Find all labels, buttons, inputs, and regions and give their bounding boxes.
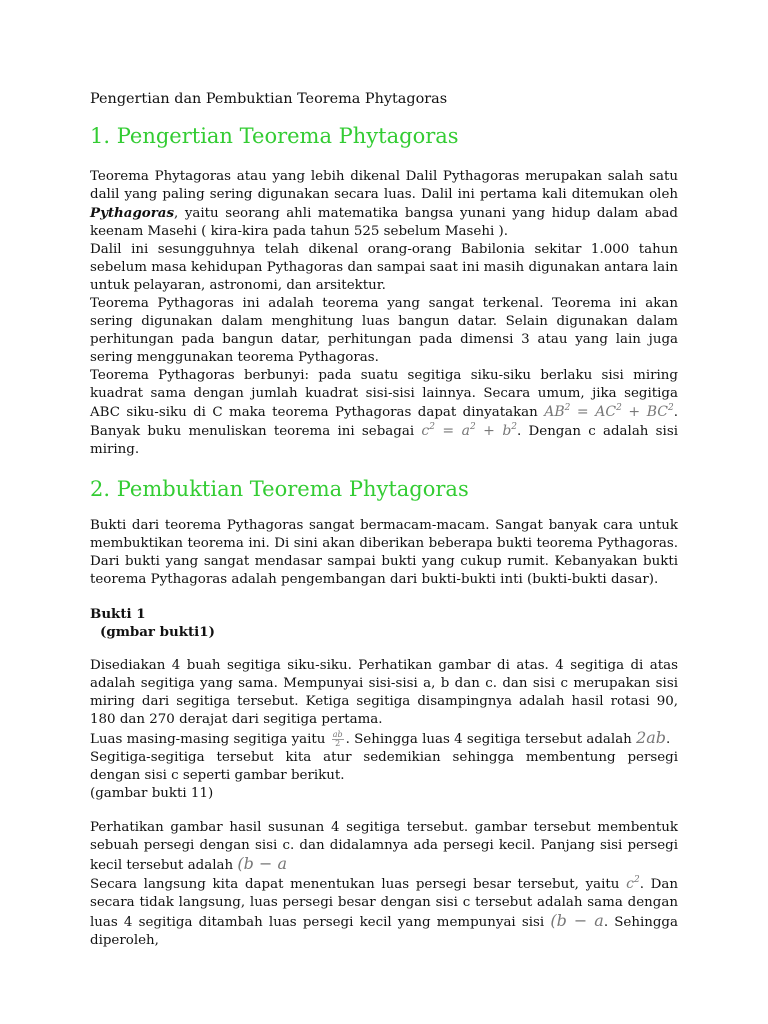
text-run: Teorema Pythagoras berbunyi: pada suatu segitiga siku-siku berlaku sisi miring kuadrat sama dengan jumlah kuadrat sisi-sisi lainnya. Secara umum, jika segitiga ABC siku-siku di C maka teorema Pythagoras dapat dinyatakan [90, 368, 678, 420]
equation-b-minus-a-2: (b − a [550, 911, 604, 930]
bold-name: Pythagoras [90, 205, 175, 221]
text-run: . Banyak buku menuliskan teorema ini sebagai [90, 405, 679, 439]
s1-paragraph-2: Dalil ini sesungguhnya telah dikenal orang-orang Babilonia sekitar 1.000 tahun sebelum masa kehidupan Pythagoras dan sampai saat ini masih digunakan antara lain untuk pelayaran, astronomi, dan arsitektur. [90, 242, 678, 293]
equation-pythagoras-abc: $AB^2 = AC^2 + BC^2$ [544, 403, 674, 420]
s1-paragraph-4 [90, 367, 678, 459]
s2-paragraph-1: Bukti dari teorema Pythagoras sangat bermacam-macam. Sangat banyak cara untuk membuktikan teorema ini. Di sini akan diberikan beberapa bukti teorema Pythagoras. Dari bukti yang sangat mendasar sampai bukti yang cukup rumit. Kebanyakan bukti teorema Pythagoras adalah pengembangan dari bukti-bukti inti (bukti-bukti dasar). [90, 518, 678, 587]
text-run: . Dan secara tidak langsung, luas persegi besar dengan sisi c tersebut adalah sama dengan luas 4 segitiga ditambah luas persegi kecil yang mempunyai sisi [90, 877, 679, 930]
text-run: Teorema Phytagoras atau yang lebih dikenal Dalil Pythagoras merupakan salah satu dalil yang paling sering digunakan secara luas. Dalil ini pertama kali ditemukan oleh [90, 169, 678, 202]
s2-paragraph-2: Disediakan 4 buah segitiga siku-siku. Perhatikan gambar di atas. 4 segitiga di atas adalah segitiga yang sama. Mempunyai sisi-sisi a, b dan c. dan sisi c merupakan sisi miring dari segitiga tersebut. Ketiga segitiga disampingnya adalah hasil rotasi 90, 180 dan 270 derajat dari segitiga pertama. [90, 658, 678, 727]
section-1-heading: 1. Pengertian Teorema Phytagoras [90, 124, 459, 148]
text-run: Luas masing-masing segitiga yaitu [90, 732, 330, 747]
text-run: Perhatikan gambar hasil susunan 4 segitiga tersebut. gambar tersebut membentuk sebuah persegi dengan sisi c. dan didalamnya ada persegi kecil. Panjang sisi persegi kecil tersebut adalah [90, 820, 678, 873]
s2-paragraph-3 [90, 729, 678, 749]
equation-b-minus-a: (b − a [237, 854, 287, 873]
s2-paragraph-5: (gambar bukti 11) [90, 786, 214, 801]
section-2-heading: 2. Pembuktian Teorema Phytagoras [90, 477, 469, 501]
bukti-1-title: Bukti 1 [90, 606, 146, 622]
text-run: . Dengan c adalah sisi miring. [90, 424, 678, 457]
text-run: . Sehingga luas 4 segitiga tersebut adalah [345, 732, 637, 747]
text-run: Secara langsung kita dapat menentukan luas persegi besar tersebut, yaitu [90, 877, 627, 892]
s2-paragraph-4: Segitiga-segitiga tersebut kita atur sedemikian sehingga membentung persegi dengan sisi c seperti gambar berikut. [90, 750, 678, 783]
document-title: Pengertian dan Pembuktian Teorema Phytagoras [90, 91, 448, 107]
s1-paragraph-3: Teorema Pythagoras ini adalah teorema yang sangat terkenal. Teorema ini akan sering digunakan dalam menghitung luas bangun datar. Selain digunakan dalam perhitungan pada bangun datar, perhitungan pada dimensi 3 atau yang lain juga sering menggunakan teorema Pythagoras. [90, 296, 678, 365]
document-page [90, 90, 678, 950]
equation-c-squared: $c^2$ [626, 875, 640, 892]
text-run: . [666, 732, 671, 747]
s2-paragraph-7 [90, 875, 678, 950]
s1-paragraph-1 [90, 168, 678, 241]
s2-paragraph-6 [90, 819, 678, 875]
fraction-ab-over-2: $\frac{ab}{2}$ [332, 730, 343, 748]
equation-2ab: 2ab [636, 728, 667, 747]
text-run: . Sehingga diperoleh, [90, 915, 678, 948]
text-run: , yaitu seorang ahli matematika bangsa yunani yang hidup dalam abad keenam Masehi ( kira-kira pada tahun 525 sebelum Masehi ). [90, 206, 678, 239]
equation-pythagoras-cab: $c^2 = a^2 + b^2$ [421, 422, 518, 439]
bukti-1-image-caption: (gmbar bukti1) [100, 624, 215, 640]
